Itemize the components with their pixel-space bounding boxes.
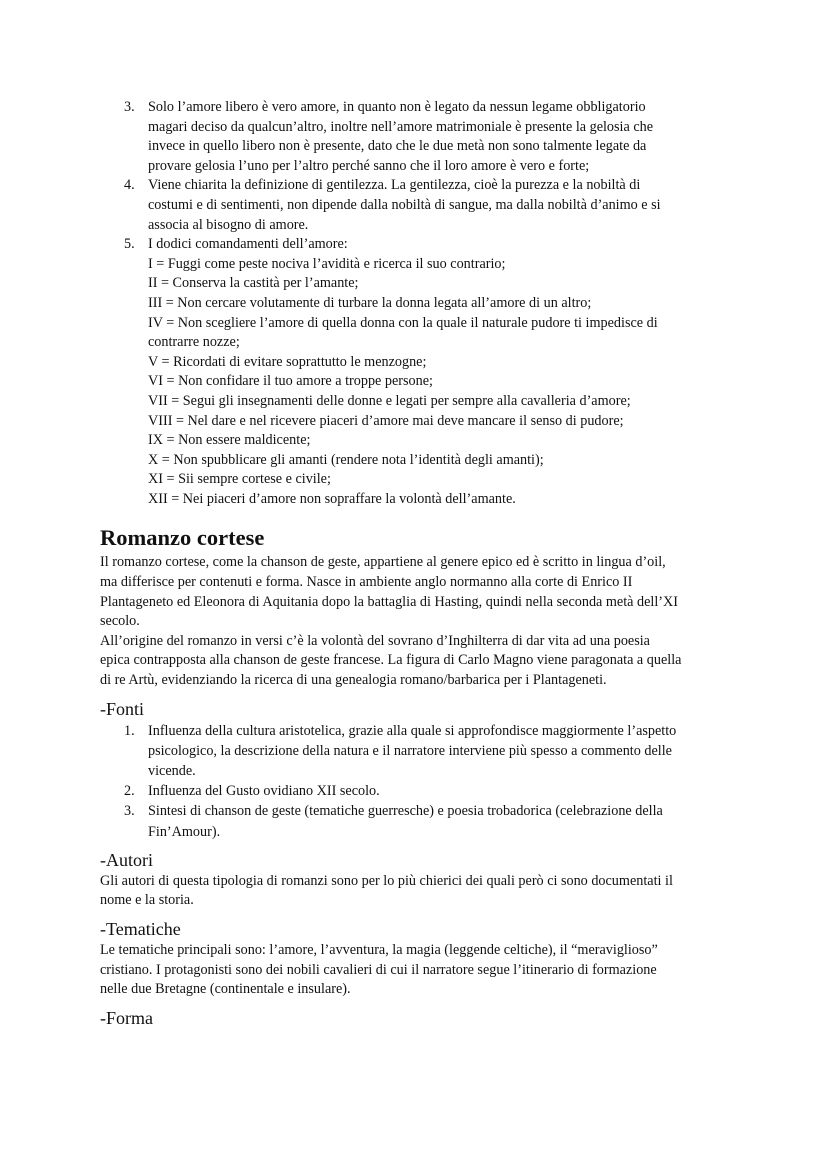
list-text: Influenza della cultura aristotelica, grazie alla quale si approfondisce maggiormente l’aspetto xyxy=(148,722,677,739)
love-rules-list xyxy=(100,98,740,255)
autori-paragraph xyxy=(100,872,740,911)
list-item-line xyxy=(100,801,740,821)
list-item-line xyxy=(100,176,740,196)
text-line: VII = Segui gli insegnamenti delle donne e legati per sempre alla cavalleria d’amore; xyxy=(148,392,631,409)
list-number: 1. xyxy=(124,722,135,739)
text-line: ma differisce per contenuti e forma. Nasce in ambiente anglo normanno alla corte di Enrico II xyxy=(100,574,633,591)
intro-paragraph xyxy=(100,553,740,690)
section-title: Romanzo cortese xyxy=(100,525,265,551)
list-number: 2. xyxy=(124,783,135,800)
text-line: All’origine del romanzo in versi c’è la volontà del sovrano d’Inghilterra di dar vita ad una poesia xyxy=(100,632,650,649)
text-line: Le tematiche principali sono: l’amore, l’avventura, la magia (leggende celtiche), il “meraviglioso” xyxy=(100,941,658,958)
list-text: Influenza del Gusto ovidiano XII secolo. xyxy=(148,783,380,800)
list-text: psicologico, la descrizione della natura e il narratore interviene più spesso a commento delle xyxy=(148,742,672,759)
text-line: Plantageneto ed Eleonora di Aquitania dopo la battaglia di Hasting, quindi nella seconda metà dell’XI xyxy=(100,593,678,610)
list-item-line xyxy=(100,216,740,236)
text-line: XI = Sii sempre cortese e civile; xyxy=(148,471,331,488)
text-line: secolo. xyxy=(100,613,140,630)
list-item-line xyxy=(100,118,740,138)
tematiche-heading: -Tematiche xyxy=(100,918,181,939)
autori-heading: -Autori xyxy=(100,849,153,870)
list-number: 3. xyxy=(124,99,135,115)
forma-heading: -Forma xyxy=(100,1007,153,1028)
text-line: III = Non cercare volutamente di turbare la donna legata all’amore di un altro; xyxy=(148,294,592,311)
list-text: costumi e di sentimenti, non dipende dalla nobiltà di sangue, ma dalla nobiltà d’animo e si xyxy=(148,196,661,213)
list-item-line xyxy=(100,822,740,842)
text-line: IV = Non scegliere l’amore di quella donna con la quale il naturale pudore ti impedisce di xyxy=(148,314,658,331)
text-line: cristiano. I protagonisti sono dei nobili cavalieri di cui il narratore segue l’itinerario di formazione xyxy=(100,961,657,978)
text-line: epica contrapposta alla chanson de geste francese. La figura di Carlo Magno viene paragonata a quella xyxy=(100,652,682,669)
text-line: Il romanzo cortese, come la chanson de geste, appartiene al genere epico ed è scritto in lingua d’oil, xyxy=(100,554,666,571)
list-number: 3. xyxy=(124,803,135,820)
text-line: V = Ricordati di evitare soprattutto le menzogne; xyxy=(148,353,427,370)
fonti-heading: -Fonti xyxy=(100,698,145,719)
list-text: provare gelosia l’uno per l’altro perché sanno che il loro amore è vero e forte; xyxy=(148,157,590,174)
list-text: I dodici comandamenti dell’amore: xyxy=(148,236,348,253)
text-line: I = Fuggi come peste nociva l’avidità e ricerca il suo contrario; xyxy=(148,255,506,272)
list-item-line xyxy=(100,741,740,761)
list-item-line xyxy=(100,137,740,157)
list-item-line xyxy=(100,157,740,177)
text-line: IX = Non essere maldicente; xyxy=(148,432,311,449)
list-text: invece in quello libero non è presente, dato che le due metà non sono talmente legate da xyxy=(148,138,647,155)
list-item-line xyxy=(100,781,740,801)
list-item-line xyxy=(100,98,740,118)
text-line: di re Artù, evidenziando la ricerca di una genealogia romano/barbarica per i Plantageneti. xyxy=(100,672,607,689)
list-item-line xyxy=(100,721,740,741)
text-line: XII = Nei piaceri d’amore non sopraffare la volontà dell’amante. xyxy=(148,490,516,507)
fonti-list xyxy=(100,721,740,842)
text-line: II = Conserva la castità per l’amante; xyxy=(148,275,359,292)
text-line: VIII = Nel dare e nel ricevere piaceri d’amore mai deve mancare il senso di pudore; xyxy=(148,412,624,429)
text-line: VI = Non confidare il tuo amore a troppe persone; xyxy=(148,373,433,390)
list-text: magari deciso da qualcun’altro, inoltre nell’amore matrimoniale è presente la gelosia che xyxy=(148,118,654,135)
list-text: vicende. xyxy=(148,763,196,779)
commandments-list xyxy=(100,255,740,510)
list-item-line xyxy=(100,761,740,781)
list-item-line xyxy=(100,196,740,216)
text-line: nome e la storia. xyxy=(100,892,194,909)
list-text: associa al bisogno di amore. xyxy=(148,216,309,233)
list-number: 4. xyxy=(124,177,135,194)
text-line: nelle due Bretagne (continentale e insulare). xyxy=(100,981,351,998)
list-text: Fin’Amour). xyxy=(148,823,221,840)
list-number: 5. xyxy=(124,236,135,253)
text-line: contrarre nozze; xyxy=(148,334,240,351)
text-line: X = Non spubblicare gli amanti (rendere nota l’identità degli amanti); xyxy=(148,451,544,468)
list-text: Sintesi di chanson de geste (tematiche guerresche) e poesia trobadorica (celebrazione della xyxy=(148,803,663,820)
list-text: Viene chiarita la definizione di gentilezza. La gentilezza, cioè la purezza e la nobiltà di xyxy=(148,177,641,194)
text-line: Gli autori di questa tipologia di romanzi sono per lo più chierici dei quali però ci sono documentati il xyxy=(100,872,673,889)
list-item-line xyxy=(100,235,740,255)
list-text: Solo l’amore libero è vero amore, in quanto non è legato da nessun legame obbligatorio xyxy=(148,99,646,115)
tematiche-paragraph xyxy=(100,941,740,1000)
